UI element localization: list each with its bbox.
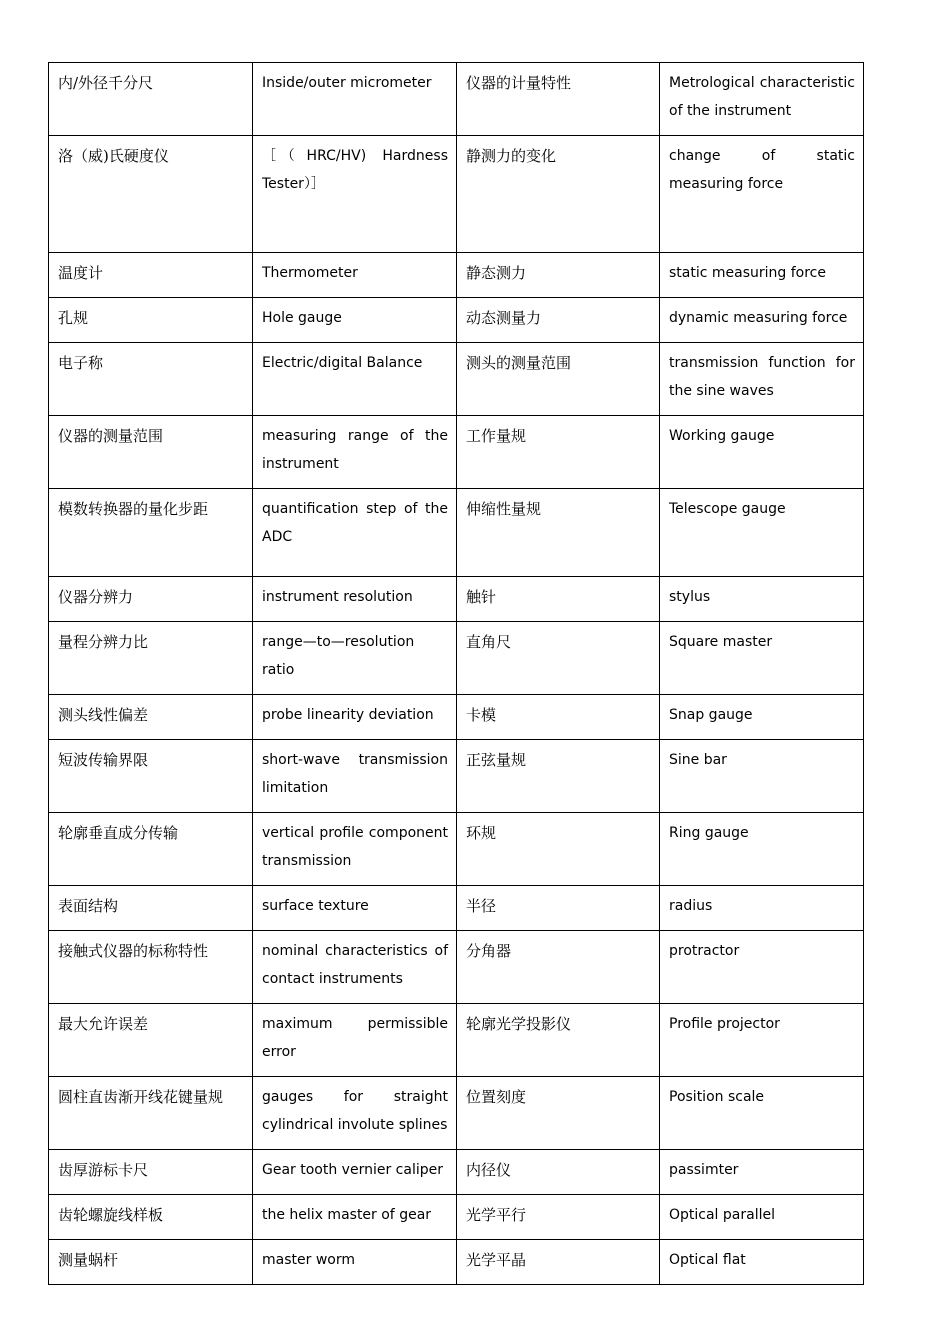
chinese-term-cell: 光学平行 [457, 1195, 660, 1240]
chinese-term-cell: 温度计 [49, 253, 253, 298]
english-term-cell: radius [660, 886, 864, 931]
table-row [49, 740, 864, 813]
english-term-cell: change of static measuring force [660, 136, 864, 253]
english-term-cell: Telescope gauge [660, 489, 864, 577]
english-term-cell: nominal characteristics of contact instruments [253, 931, 457, 1004]
chinese-term-cell: 短波传输界限 [49, 740, 253, 813]
english-term-cell: the helix master of gear [253, 1195, 457, 1240]
table-row [49, 1077, 864, 1150]
english-term-cell: master worm [253, 1240, 457, 1285]
english-term-cell: quantification step of the ADC [253, 489, 457, 577]
chinese-term-cell: 测量蜗杆 [49, 1240, 253, 1285]
table-row [49, 813, 864, 886]
chinese-term-cell: 圆柱直齿渐开线花键量规 [49, 1077, 253, 1150]
chinese-term-cell: 量程分辨力比 [49, 622, 253, 695]
english-term-cell: Metrological characteristic of the instrument [660, 63, 864, 136]
chinese-term-cell: 测头线性偏差 [49, 695, 253, 740]
chinese-term-cell: 仪器分辨力 [49, 577, 253, 622]
english-term-cell: Position scale [660, 1077, 864, 1150]
chinese-term-cell: 模数转换器的量化步距 [49, 489, 253, 577]
chinese-term-cell: 最大允许误差 [49, 1004, 253, 1077]
chinese-term-cell: 卡模 [457, 695, 660, 740]
chinese-term-cell: 轮廓光学投影仪 [457, 1004, 660, 1077]
english-term-cell: short-wave transmission limitation [253, 740, 457, 813]
table-row [49, 577, 864, 622]
chinese-term-cell: 位置刻度 [457, 1077, 660, 1150]
english-term-cell: maximum permissible error [253, 1004, 457, 1077]
chinese-term-cell: 齿轮螺旋线样板 [49, 1195, 253, 1240]
chinese-term-cell: 静态测力 [457, 253, 660, 298]
english-term-cell: Thermometer [253, 253, 457, 298]
english-term-cell: Ring gauge [660, 813, 864, 886]
chinese-term-cell: 接触式仪器的标称特性 [49, 931, 253, 1004]
chinese-term-cell: 孔规 [49, 298, 253, 343]
glossary-table [48, 62, 864, 1285]
table-row [49, 695, 864, 740]
table-row [49, 298, 864, 343]
chinese-term-cell: 直角尺 [457, 622, 660, 695]
chinese-term-cell: 齿厚游标卡尺 [49, 1150, 253, 1195]
english-term-cell: Sine bar [660, 740, 864, 813]
chinese-term-cell: 内/外径千分尺 [49, 63, 253, 136]
chinese-term-cell: 半径 [457, 886, 660, 931]
chinese-term-cell: 工作量规 [457, 416, 660, 489]
english-term-cell: probe linearity deviation [253, 695, 457, 740]
table-row [49, 1195, 864, 1240]
english-term-cell: range—to—resolution ratio [253, 622, 457, 695]
english-term-cell: Hole gauge [253, 298, 457, 343]
english-term-cell: Square master [660, 622, 864, 695]
english-term-cell: static measuring force [660, 253, 864, 298]
table-row [49, 416, 864, 489]
table-row [49, 931, 864, 1004]
english-term-cell: Inside/outer micrometer [253, 63, 457, 136]
chinese-term-cell: 轮廓垂直成分传输 [49, 813, 253, 886]
chinese-term-cell: 仪器的计量特性 [457, 63, 660, 136]
table-row [49, 63, 864, 136]
chinese-term-cell: 光学平晶 [457, 1240, 660, 1285]
english-term-cell: measuring range of the instrument [253, 416, 457, 489]
english-term-cell: ［（HRC/HV) Hardness Tester）］ [253, 136, 457, 253]
table-row [49, 1004, 864, 1077]
chinese-term-cell: 伸缩性量规 [457, 489, 660, 577]
english-term-cell: dynamic measuring force [660, 298, 864, 343]
english-term-cell: transmission function for the sine waves [660, 343, 864, 416]
chinese-term-cell: 分角器 [457, 931, 660, 1004]
table-row [49, 136, 864, 253]
glossary-body [49, 63, 864, 1285]
chinese-term-cell: 测头的测量范围 [457, 343, 660, 416]
table-row [49, 343, 864, 416]
english-term-cell: Electric/digital Balance [253, 343, 457, 416]
chinese-term-cell: 正弦量规 [457, 740, 660, 813]
table-row [49, 1240, 864, 1285]
english-term-cell: Optical parallel [660, 1195, 864, 1240]
table-row [49, 253, 864, 298]
english-term-cell: Working gauge [660, 416, 864, 489]
english-term-cell: protractor [660, 931, 864, 1004]
chinese-term-cell: 洛（威)氏硬度仪 [49, 136, 253, 253]
chinese-term-cell: 静测力的变化 [457, 136, 660, 253]
chinese-term-cell: 表面结构 [49, 886, 253, 931]
english-term-cell: gauges for straight cylindrical involute splines [253, 1077, 457, 1150]
document-page [48, 62, 863, 1285]
english-term-cell: vertical profile component transmission [253, 813, 457, 886]
table-row [49, 886, 864, 931]
english-term-cell: stylus [660, 577, 864, 622]
english-term-cell: instrument resolution [253, 577, 457, 622]
table-row [49, 1150, 864, 1195]
table-row [49, 622, 864, 695]
chinese-term-cell: 内径仪 [457, 1150, 660, 1195]
chinese-term-cell: 动态测量力 [457, 298, 660, 343]
english-term-cell: passimter [660, 1150, 864, 1195]
chinese-term-cell: 触针 [457, 577, 660, 622]
english-term-cell: Optical flat [660, 1240, 864, 1285]
chinese-term-cell: 电子称 [49, 343, 253, 416]
english-term-cell: Profile projector [660, 1004, 864, 1077]
english-term-cell: Snap gauge [660, 695, 864, 740]
table-row [49, 489, 864, 577]
chinese-term-cell: 环规 [457, 813, 660, 886]
chinese-term-cell: 仪器的测量范围 [49, 416, 253, 489]
english-term-cell: surface texture [253, 886, 457, 931]
english-term-cell: Gear tooth vernier caliper [253, 1150, 457, 1195]
